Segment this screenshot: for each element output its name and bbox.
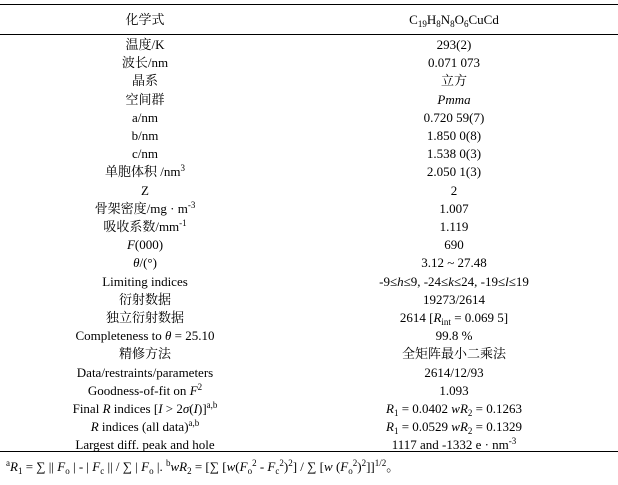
text-segment: 单胞体积 /nm — [105, 164, 181, 180]
text-segment: 0.071 073 — [428, 55, 480, 71]
text-segment: /(°) — [139, 255, 157, 271]
text-segment: Z — [141, 182, 149, 198]
text-segment: I — [158, 401, 163, 416]
row-value — [290, 309, 618, 327]
row-label — [0, 291, 290, 309]
row-value — [290, 145, 618, 163]
table-row — [0, 309, 618, 327]
text-segment: w — [226, 459, 236, 474]
text-segment: -3 — [187, 199, 196, 210]
text-segment: θ — [165, 328, 172, 344]
text-segment: 精修方法 — [118, 346, 171, 362]
text-segment: 8 — [450, 19, 455, 29]
text-segment: CuCd — [468, 12, 499, 27]
row-label — [0, 273, 290, 291]
text-segment: 19 — [417, 19, 427, 29]
row-label — [0, 418, 290, 436]
text-segment: F — [141, 459, 150, 474]
row-value — [290, 200, 618, 218]
row-value — [290, 273, 618, 291]
text-segment: 骨架密度/mg · m — [94, 200, 188, 216]
text-segment: C — [409, 12, 418, 27]
text-segment: 2 — [288, 458, 293, 468]
text-segment: c — [275, 466, 280, 476]
text-segment: ≤19 — [508, 273, 529, 289]
table-row — [0, 54, 618, 72]
header-value — [290, 6, 618, 34]
text-segment: 2 — [352, 458, 358, 468]
row-value — [290, 291, 618, 309]
text-segment: F — [57, 459, 66, 474]
row-label — [0, 382, 290, 400]
text-segment: Completeness to — [75, 328, 166, 344]
text-segment: ( — [235, 459, 240, 474]
text-segment: l — [505, 273, 509, 289]
row-label — [0, 54, 290, 72]
text-segment: w — [324, 459, 333, 474]
text-segment: 2 — [252, 458, 257, 468]
table-row — [0, 418, 618, 436]
row-value — [290, 345, 618, 363]
row-value — [290, 382, 618, 400]
table-row — [0, 236, 618, 254]
row-value — [290, 91, 618, 109]
row-value — [290, 163, 618, 181]
text-segment: 化学式 — [125, 12, 165, 27]
table-row — [0, 91, 618, 109]
text-segment: k — [448, 273, 454, 289]
text-segment: Goodness-of-fit on — [87, 382, 190, 398]
text-segment: 衍射数据 — [118, 291, 171, 307]
text-segment: 2 — [361, 458, 367, 468]
text-segment: -9≤ — [379, 273, 398, 289]
table-row — [0, 345, 618, 363]
table-row — [0, 327, 618, 345]
text-segment: 1 — [393, 426, 399, 437]
row-label — [0, 345, 290, 363]
text-segment: b — [165, 458, 171, 468]
row-label — [0, 91, 290, 109]
table-row — [0, 127, 618, 145]
row-value — [290, 109, 618, 127]
row-label — [0, 163, 290, 181]
text-segment: R — [10, 459, 18, 474]
text-segment: σ — [182, 401, 190, 416]
text-segment: 2 — [450, 182, 458, 198]
text-segment: wR — [451, 419, 468, 435]
text-segment: b/nm — [131, 128, 159, 143]
text-segment: 2 — [279, 458, 284, 468]
row-label — [0, 327, 290, 345]
text-segment: = [∑ [ — [191, 459, 227, 474]
row-label — [0, 364, 290, 382]
text-segment: 1/2 — [374, 458, 387, 468]
text-segment: a — [6, 458, 10, 468]
text-segment: N — [440, 12, 451, 27]
row-label — [0, 182, 290, 200]
table-row — [0, 200, 618, 218]
text-segment: -1 — [179, 218, 187, 228]
text-segment: o — [247, 466, 253, 476]
row-label — [0, 200, 290, 218]
text-segment: a,b — [206, 400, 218, 410]
row-value — [290, 218, 618, 236]
text-segment: H — [426, 12, 437, 27]
text-segment: F — [92, 459, 101, 474]
text-segment: F — [267, 459, 276, 474]
text-segment: = 0.069 5] — [450, 310, 509, 325]
text-segment: = 0.1329 — [472, 419, 522, 435]
text-segment: o — [65, 466, 70, 476]
text-segment: 波长/nm — [121, 55, 169, 71]
row-label — [0, 72, 290, 90]
row-value — [290, 400, 618, 418]
row-label — [0, 400, 290, 418]
row-label — [0, 218, 290, 236]
table-top-rule — [0, 4, 618, 5]
text-segment: int — [441, 317, 451, 327]
text-segment: 。 — [386, 459, 400, 474]
table-row — [0, 291, 618, 309]
text-segment: | - | — [69, 459, 93, 474]
table-row — [0, 273, 618, 291]
text-segment: F — [239, 459, 248, 474]
text-segment: 2 — [197, 381, 203, 392]
text-segment: ) — [283, 459, 289, 474]
text-segment: ]] — [366, 459, 375, 474]
text-segment: = 0.0529 — [398, 419, 452, 435]
row-value — [290, 364, 618, 382]
row-label — [0, 109, 290, 127]
text-segment: 吸收系数/mm — [103, 219, 180, 234]
text-segment: R — [102, 401, 111, 416]
text-segment: 1117 and -1332 e · nm — [391, 437, 509, 453]
table-row — [0, 218, 618, 236]
row-value — [290, 182, 618, 200]
text-segment: indices (all data) — [98, 419, 189, 435]
row-value — [290, 36, 618, 54]
text-segment: 0.720 59(7) — [423, 109, 485, 125]
table-row — [0, 182, 618, 200]
row-label — [0, 36, 290, 54]
row-value — [290, 327, 618, 345]
row-value — [290, 418, 618, 436]
text-segment: F — [189, 382, 198, 398]
text-segment: Final — [72, 401, 103, 416]
text-segment: 空间群 — [125, 91, 165, 107]
table-row — [0, 400, 618, 418]
text-segment: o — [348, 466, 353, 476]
text-segment: indices [ — [110, 401, 159, 416]
text-segment: R — [433, 310, 442, 325]
text-segment: 8 — [436, 19, 441, 29]
table-row — [0, 382, 618, 400]
text-segment: 293(2) — [436, 37, 472, 52]
table-bottom-rule — [0, 451, 618, 452]
row-label — [0, 127, 290, 145]
text-segment: 1 — [17, 466, 23, 476]
text-segment: 2614/12/93 — [424, 364, 484, 380]
text-segment: 1.093 — [439, 382, 469, 398]
text-segment: 2.050 1(3) — [426, 164, 482, 180]
table-header-row — [0, 6, 618, 34]
text-segment: h — [397, 273, 404, 289]
text-segment: ( — [332, 459, 341, 474]
text-segment: 1 — [393, 408, 399, 418]
text-segment: ( — [189, 401, 194, 416]
text-segment: - — [256, 459, 268, 474]
text-segment: R — [90, 419, 99, 435]
text-segment: ] / ∑ [ — [292, 459, 325, 474]
text-segment: = ∑ || — [22, 459, 58, 474]
text-segment: )] — [197, 401, 207, 416]
table-row — [0, 163, 618, 181]
text-segment: 2 — [467, 426, 473, 437]
text-segment: 2 — [467, 408, 473, 418]
row-value — [290, 254, 618, 272]
text-segment: 19273/2614 — [422, 291, 486, 307]
text-segment: o — [149, 466, 154, 476]
row-label — [0, 254, 290, 272]
text-segment: (000) — [134, 237, 164, 253]
row-label — [0, 145, 290, 163]
text-segment: 690 — [444, 237, 464, 253]
table-row — [0, 109, 618, 127]
table-footnote — [6, 456, 614, 478]
text-segment: 全矩阵最小二乘法 — [401, 346, 506, 362]
text-segment: Pmma — [437, 91, 471, 107]
row-value — [290, 72, 618, 90]
text-segment: 1.007 — [439, 200, 469, 216]
text-segment: || / ∑ | — [104, 459, 142, 474]
text-segment: = 25.10 — [171, 328, 215, 344]
text-segment: R — [385, 419, 394, 435]
table-row — [0, 145, 618, 163]
text-segment: -3 — [508, 436, 517, 447]
header-label — [0, 6, 290, 34]
text-segment: 2 — [187, 466, 192, 476]
text-segment: = 0.0402 — [398, 401, 452, 416]
text-segment: 晶系 — [131, 73, 158, 89]
text-segment: F — [126, 237, 135, 253]
text-segment: c/nm — [132, 146, 158, 162]
text-segment: 3 — [180, 163, 185, 174]
row-label — [0, 309, 290, 327]
row-value — [290, 54, 618, 72]
table-row — [0, 364, 618, 382]
text-segment: ≤24, -19≤ — [453, 273, 506, 289]
text-segment: > 2 — [162, 401, 183, 416]
text-segment: θ — [133, 255, 140, 271]
text-segment: R — [385, 401, 394, 416]
text-segment: a,b — [188, 418, 200, 429]
text-segment: 99.8 % — [435, 328, 473, 344]
text-segment: 3.12 ~ 27.48 — [421, 255, 487, 271]
text-segment: ≤9, -24≤ — [403, 273, 449, 289]
row-label — [0, 236, 290, 254]
text-segment: a/nm — [132, 109, 158, 125]
text-segment: |. — [153, 459, 166, 474]
text-segment: 2614 [ — [399, 310, 434, 325]
table-row — [0, 36, 618, 54]
text-segment: = 0.1263 — [472, 401, 522, 416]
text-segment: 6 — [464, 19, 469, 29]
text-segment: Data/restraints/parameters — [76, 364, 214, 380]
row-value — [290, 236, 618, 254]
text-segment: Largest diff. peak and hole — [75, 437, 215, 453]
table-header-rule — [0, 34, 618, 35]
text-segment: O — [454, 12, 464, 27]
text-segment: c — [100, 466, 105, 476]
row-value — [290, 127, 618, 145]
text-segment: 温度/K — [125, 37, 165, 52]
text-segment: I — [193, 401, 198, 416]
text-segment: 1.850 0(8) — [426, 128, 482, 143]
text-segment: F — [340, 459, 349, 474]
text-segment: wR — [451, 401, 468, 416]
text-segment: 1.119 — [439, 219, 469, 234]
text-segment: wR — [170, 459, 188, 474]
text-segment: 独立衍射数据 — [105, 310, 184, 325]
text-segment: Limiting indices — [102, 273, 188, 289]
table-row — [0, 254, 618, 272]
text-segment: ) — [357, 459, 362, 474]
table-row — [0, 72, 618, 90]
text-segment: 立方 — [440, 73, 467, 89]
text-segment: 1.538 0(3) — [426, 146, 482, 162]
